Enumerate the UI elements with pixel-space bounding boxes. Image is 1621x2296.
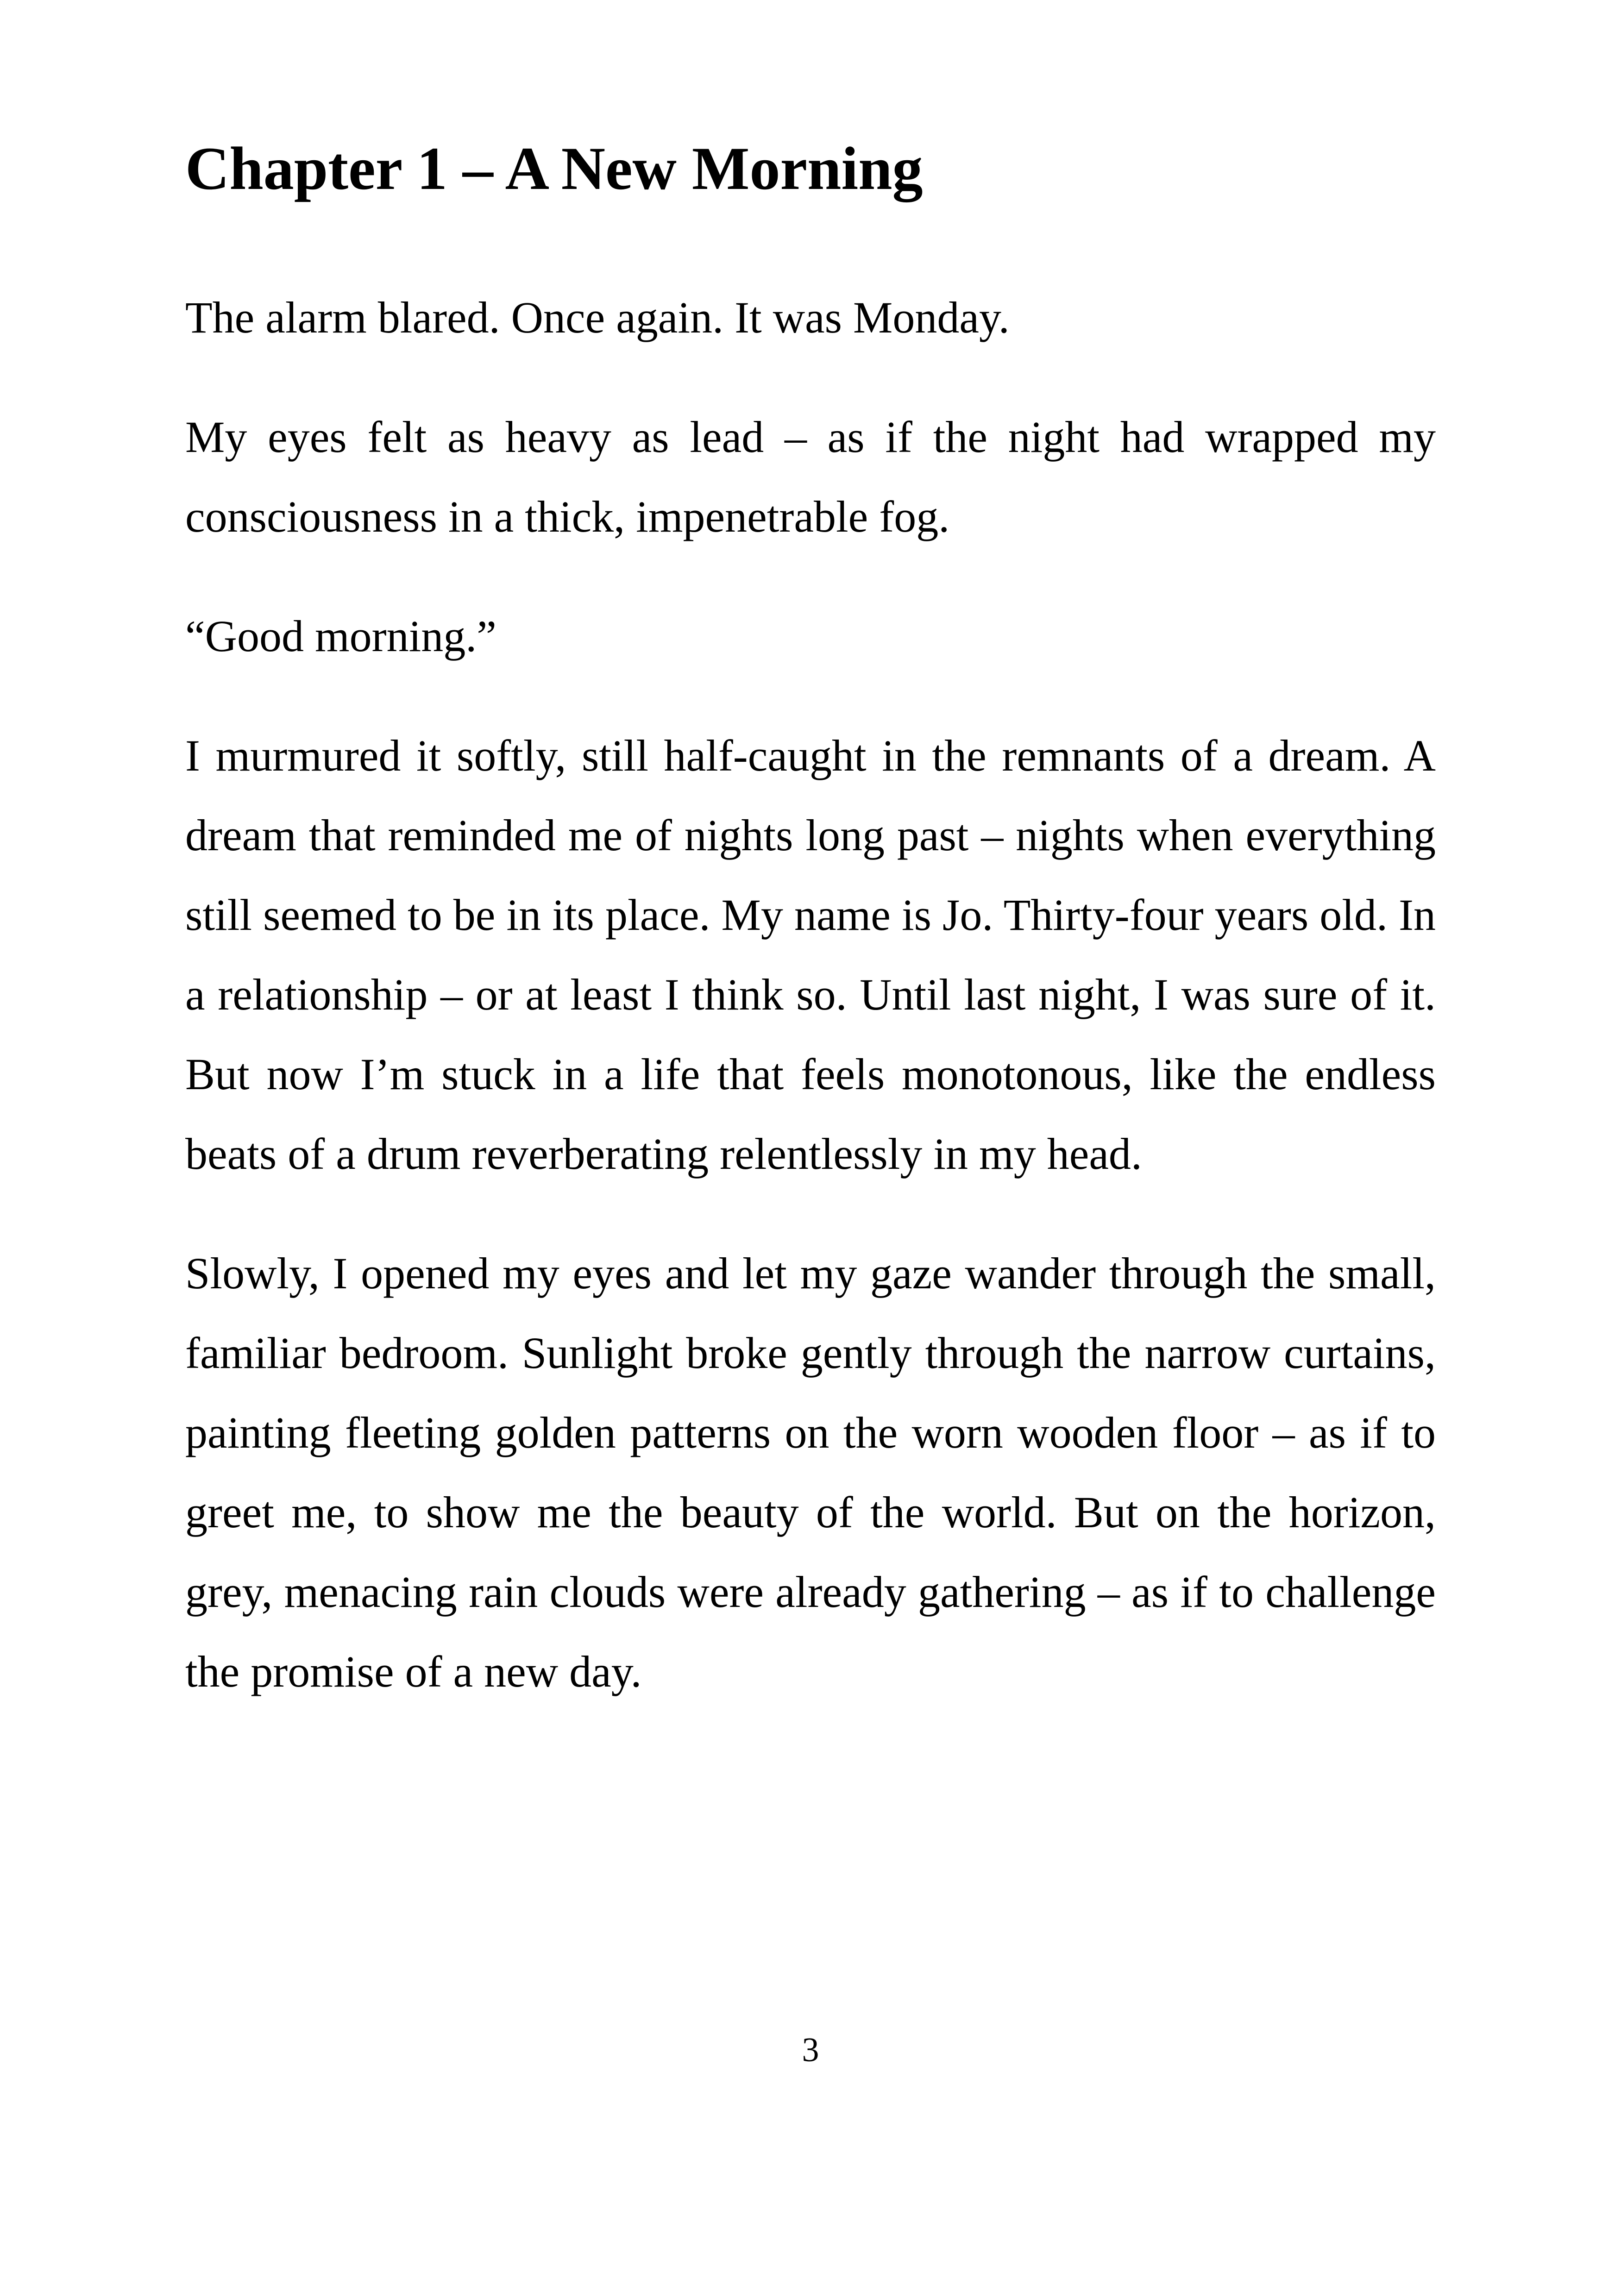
paragraph-bedroom: Slowly, I opened my eyes and let my gaze wander through the small, familiar bedroom. Sunlight broke gently through the narrow curtains, painting fleeting golden patterns on the worn wooden floor – as if to greet me, to show me the beauty of the world. But on the horizon, grey, menacing rain clouds were already gathering – as if to challenge the promise of a new day. xyxy=(185,1248,1436,1696)
chapter-title: Chapter 1 – A New Morning xyxy=(185,134,923,202)
chapter-body xyxy=(185,278,1436,1751)
paragraph-good-morning: “Good morning.” xyxy=(185,611,496,661)
paragraph-introduction: I murmured it softly, still half-caught in the remnants of a dream. A dream that reminded me of nights long past – nights when everything still seemed to be in its place. My name is Jo. Thirty-four years old. In a relationship – or at least I think so. Until last night, I was sure of it. But now I’m stuck in a life that feels monotonous, like the endless beats of a drum reverberating relentlessly in my head. xyxy=(185,731,1436,1179)
paragraph-alarm: The alarm blared. Once again. It was Monday. xyxy=(185,293,1010,342)
page-number: 3 xyxy=(802,2031,819,2069)
paragraph-heavy-eyes: My eyes felt as heavy as lead – as if the night had wrapped my consciousness in a thick, impenetrable fog. xyxy=(185,412,1436,541)
